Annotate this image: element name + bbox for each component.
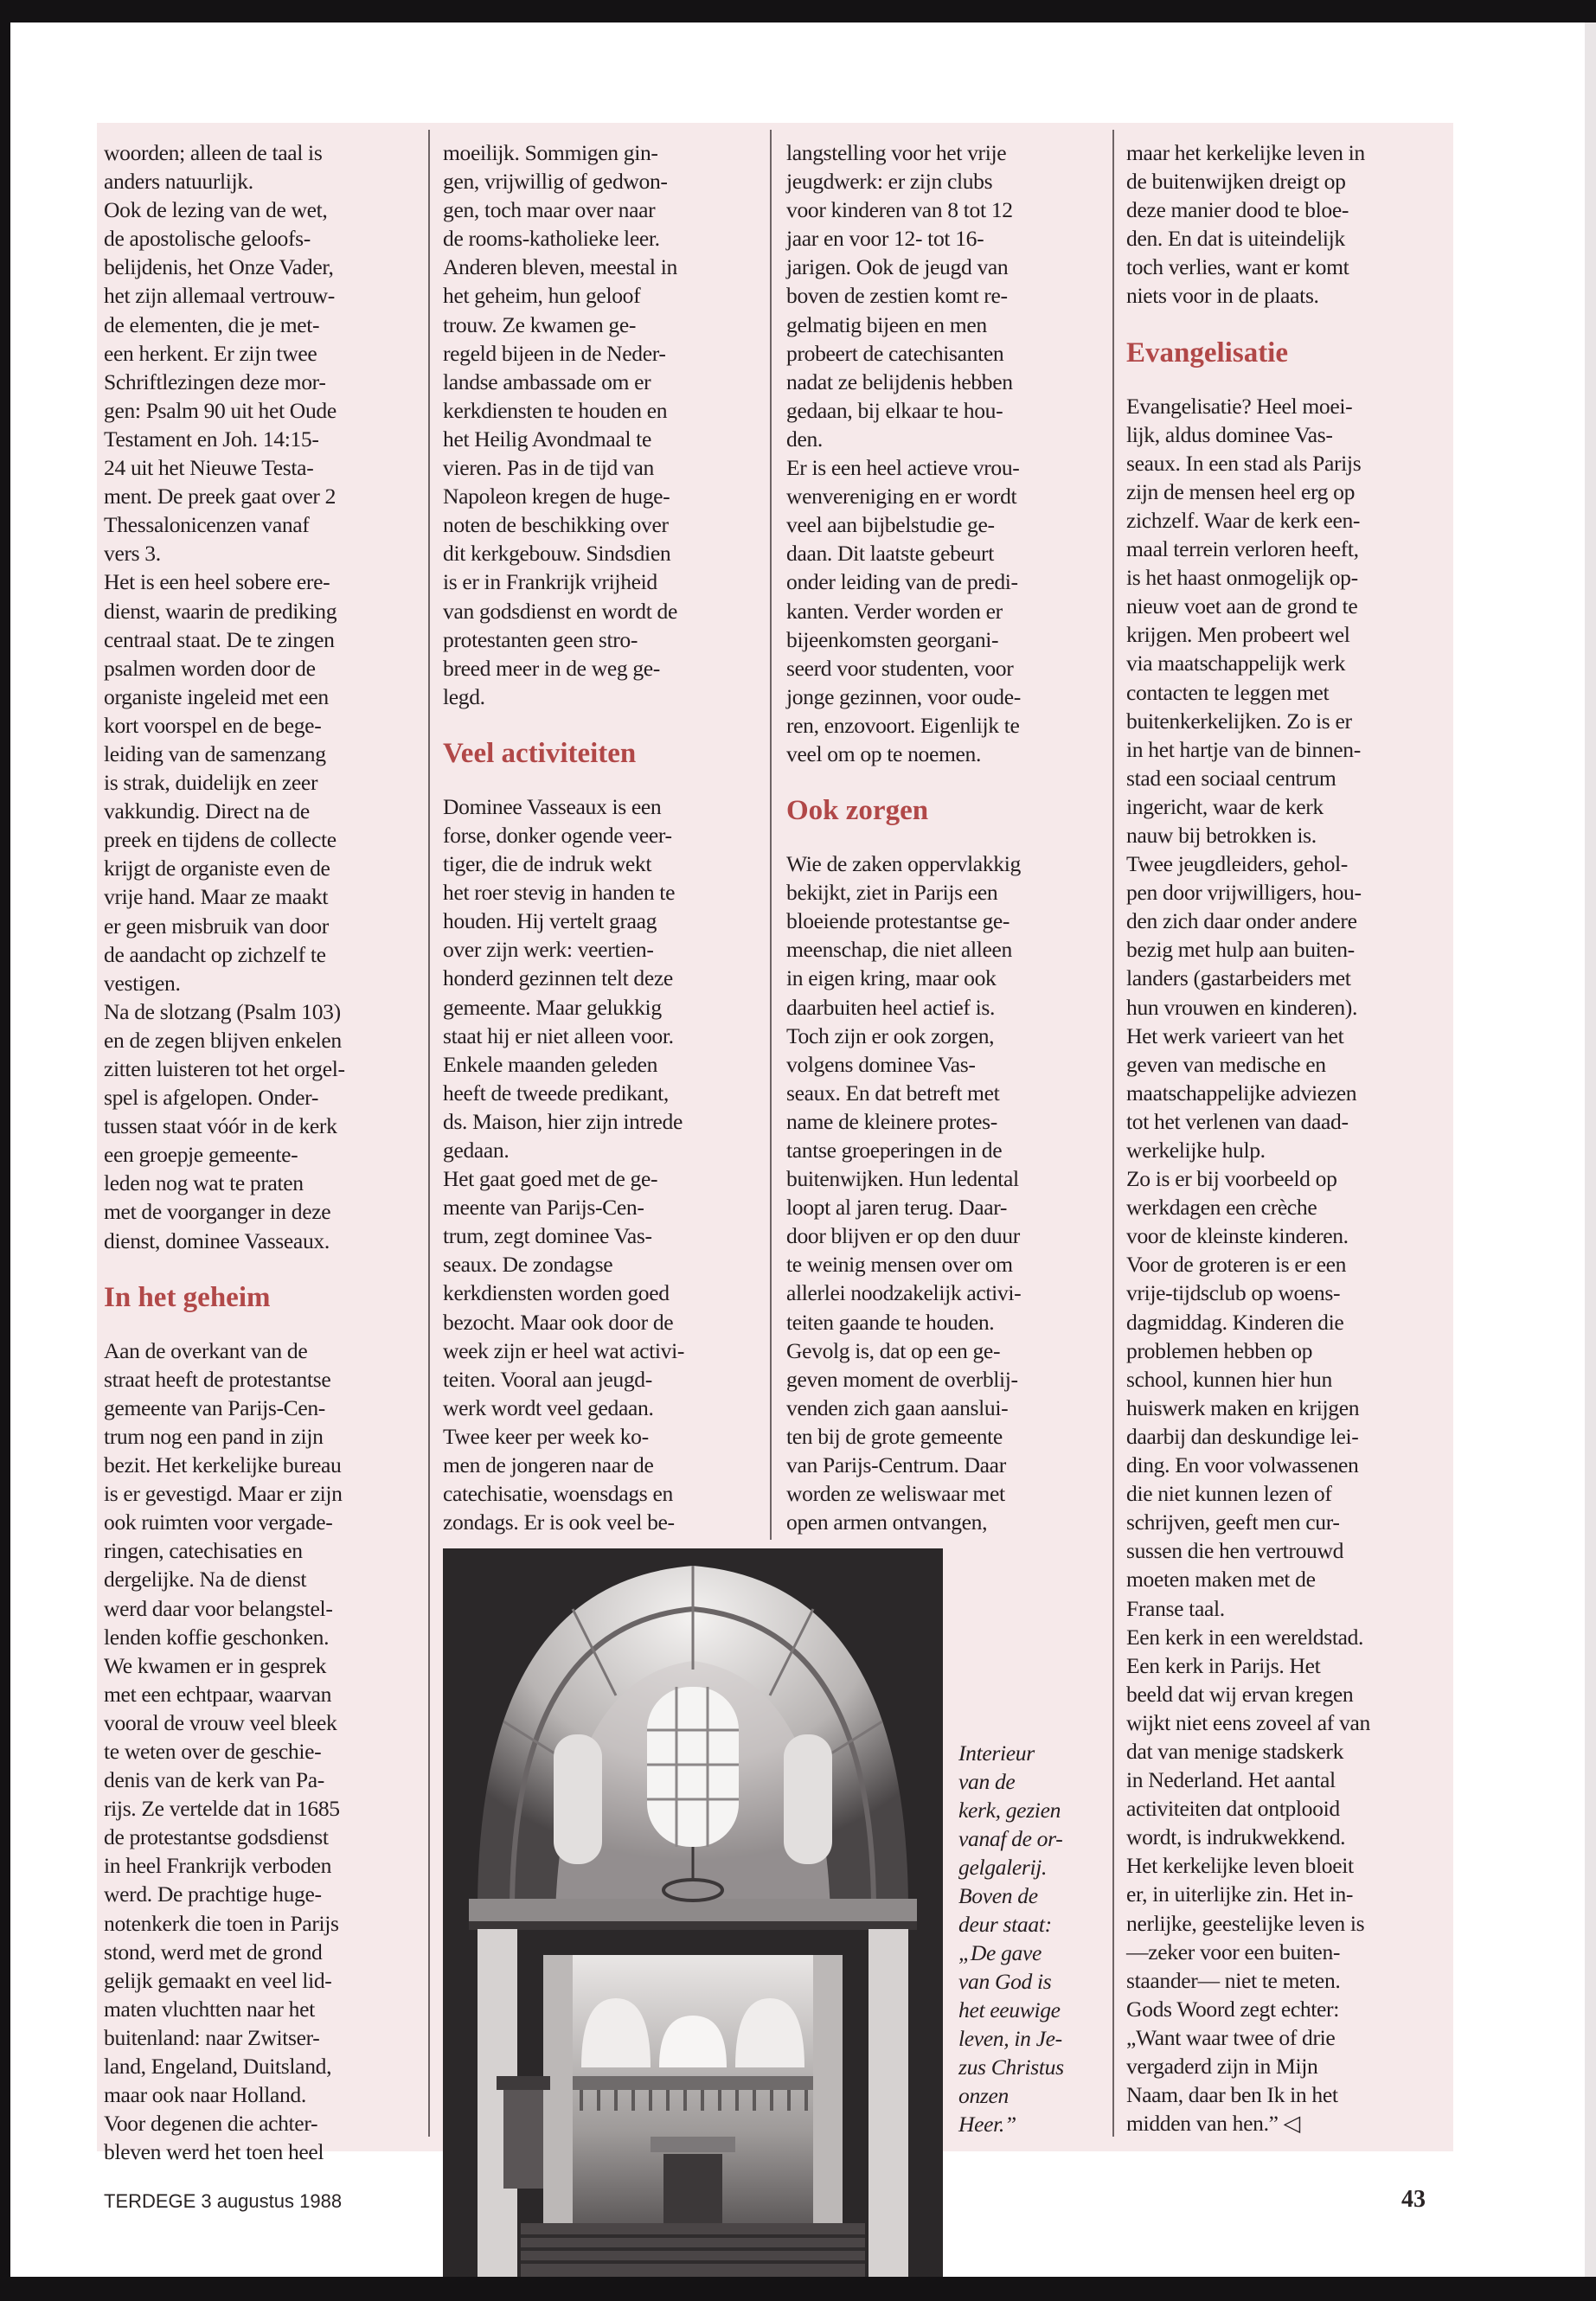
publication-date: 3 augustus 1988: [201, 2190, 343, 2212]
column-2-text-a: moeilijk. Sommigen gin- gen, vrijwillig of gedwon- gen, toch maar over naar de rooms-katholieke leer. Anderen bleven, meestal in het geheim, hun geloof trouw. Ze kwamen ge- regeld bijeen in de Neder- landse ambassade om er kerkdiensten te houden en het Heilig Avondmaal te vieren. Pas in de tijd van Napoleon kregen de huge- noten de beschikking over dit kerkgebouw. Sindsdien is er in Frankrijk vrijheid van godsdienst en wordt de protestanten geen stro- breed meer in de weg ge- legd.: [443, 140, 677, 709]
article-column-4: [1126, 138, 1425, 2138]
page-edge-shadow: [1585, 22, 1596, 2277]
photo-caption: Interieur van de kerk, gezien vanaf de or- gelgalerij. Boven de deur staat: „De gave van God is het eeuwige leven, in Je- zus Christus onzen Heer.”: [958, 1740, 1064, 2137]
column-3-text-a: langstelling voor het vrije jeugdwerk: er zijn clubs voor kinderen van 8 tot 12 jaar en voor 12- tot 16- jarigen. Ook de jeugd van boven de zestien komt re- gelmatig bijeen en men probeert de catechisanten nadat ze belijdenis hebben gedaan, bij elkaar te hou- den. Er is een heel actieve vrou- wenvereniging en er wordt veel aan bijbelstudie ge- daan. Dit laatste gebeurt onder leiding van de predi- kanten. Verder worden er bijeenkomsten georgani- seerd voor studenten, voor jonge gezinnen, voor oude- ren, enzovoort. Eigenlijk te veel om op te noemen.: [786, 140, 1021, 766]
article-column-1: [104, 138, 402, 2166]
subheading-in-het-geheim: In het geheim: [104, 1281, 271, 1313]
page-number: 43: [1401, 2186, 1426, 2213]
column-2-text-b: Dominee Vasseaux is een forse, donker ogende veer- tiger, die de indruk wekt het roer stevig in handen te houden. Hij vertelt graag over zijn werk: veertien- honderd gezinnen telt deze gemeente. Maar gelukkig staat hij er niet alleen voor. Enkele maanden geleden heeft de tweede predikant, ds. Maison, hier zijn intrede gedaan. Het gaat goed met de ge- meente van Parijs-Cen- trum, zegt dominee Vas- seaux. De zondagse kerkdiensten worden goed bezocht. Maar ook door de week zijn er heel wat activi- teiten. Vooral aan jeugd- werk wordt veel gedaan. Twee keer per week ko- men de jongeren naar de catechisatie, woensdags en zondags. Er is ook veel be-: [443, 793, 685, 1535]
scan-border-top: [0, 0, 1596, 22]
scan-border-left: [0, 0, 10, 2301]
subheading-ook-zorgen: Ook zorgen: [786, 795, 929, 827]
publication-name: TERDEGE: [104, 2190, 196, 2212]
scan-border-bottom: [0, 2277, 1596, 2301]
column-rule-2: [770, 130, 772, 1540]
column-4-text-b: Evangelisatie? Heel moei- lijk, aldus dominee Vas- seaux. In een stad als Parijs zijn de mensen heel erg op zichzelf. Waar de kerk een- maal terrein verloren heeft, is het haast onmogelijk op- nieuw voet aan de grond te krijgen. Men probeert wel via maatschappelijk werk contacten te leggen met buitenkerkelijken. Zo is er in het hartje van de binnen- stad een sociaal centrum ingericht, waar de kerk nauw bij betrokken is. Twee jeugdleiders, gehol- pen door vrijwilligers, hou- den zich daar onder andere bezig met hulp aan buiten- landers (gastarbeiders met hun vrouwen en kinderen). Het werk varieert van het geven van medische en maatschappelijke adviezen tot het verlenen van daad- werkelijke hulp. Zo is er bij voorbeeld op werkdagen een crèche voor de kleinste kinderen. Voor de groteren is er een vrije-tijdsclub op woens- dagmiddag. Kinderen die problemen hebben op school, kunnen hier hun huiswerk maken en krijgen daarbij dan deskundige lei- ding. En voor volwassenen die niet kunnen lezen of schrijven, geeft men cur- sussen die hen vertrouwd moeten maken met de Franse taal. Een kerk in een wereldstad. Een kerk in Parijs. Het beeld dat wij ervan kregen wijkt niet eens zoveel af van dat van menige stadskerk in Nederland. Het aantal activiteiten dat ontplooid wordt, is indrukwekkend. Het kerkelijke leven bloeit er, in uiterlijke zin. Het in- nerlijke, geestelijke leven is —zeker voor een buiten- staander— niet te meten. Gods Woord zegt echter: „Want waar twee of drie vergaderd zijn in Mijn Naam, daar ben Ik in het midden van hen.” ◁: [1126, 393, 1370, 2137]
article-column-2: [443, 138, 741, 1536]
column-3-text-b: Wie de zaken oppervlakkig bekijkt, ziet in Parijs een bloeiende protestantse ge- meenschap, die niet alleen in eigen kring, maar ook daarbuiten heel actief is. Toch zijn er ook zorgen, volgens dominee Vas- seaux. En dat betreft met name de kleinere protes- tantse groeperingen in de buitenwijken. Hun ledental loopt al jaren terug. Daar- door blijven er op den duur te weinig mensen over om allerlei noodzakelijk activi- teiten gaande te houden. Gevolg is, dat op een ge- geven moment de overblij- venden zich gaan aanslui- ten bij de grote gemeente van Parijs-Centrum. Daar worden ze weliswaar met open armen ontvangen,: [786, 851, 1022, 1535]
column-1-text-b: Aan de overkant van de straat heeft de protestantse gemeente van Parijs-Cen- trum nog een pand in zijn bezit. Het kerkelijke bureau is er gevestigd. Maar er zijn ook ruimten voor vergade- ringen, catechisaties en dergelijke. Na de dienst werd daar voor belangstel- lenden koffie geschonken. We kwamen er in gesprek met een echtpaar, waarvan vooral de vrouw veel bleek te weten over de geschie- denis van de kerk van Pa- rijs. Ze vertelde dat in 1685 de protestantse godsdienst in heel Frankrijk verboden werd. De prachtige huge- notenkerk die toen in Parijs stond, werd met de grond gelijk gemaakt en veel lid- maten vluchtten naar het buitenland: naar Zwitser- land, Engeland, Duitsland, maar ook naar Holland. Voor degenen die achter- bleven werd het toen heel: [104, 1337, 343, 2165]
column-rule-1: [428, 130, 430, 2137]
article-column-3: [786, 138, 1085, 1536]
footer-publication: [104, 2190, 342, 2213]
subheading-veel-activiteiten: Veel activiteiten: [443, 737, 637, 769]
column-1-text-a: woorden; alleen de taal is anders natuurlijk. Ook de lezing van de wet, de apostolische geloofs- belijdenis, het Onze Vader, het zijn allemaal vertrouw- de elementen, die je met- een herkent. Er zijn twee Schriftlezingen deze mor- gen: Psalm 90 uit het Oude Testament en Joh. 14:15- 24 uit het Nieuwe Testa- ment. De preek gaat over 2 Thessalonicenzen vanaf vers 3. Het is een heel sobere ere- dienst, waarin de prediking centraal staat. De te zingen psalmen worden door de organiste ingeleid met een kort voorspel en de bege- leiding van de samenzang is strak, duidelijk en zeer vakkundig. Direct na de preek en tijdens de collecte krijgt de organiste even de vrije hand. Maar ze maakt er geen misbruik van door de aandacht op zichzelf te vestigen. Na de slotzang (Psalm 103) en de zegen blijven enkelen zitten luisteren tot het orgel- spel is afgelopen. Onder- tussen staat vóór in de kerk een groepje gemeente- leden nog wat te praten met de voorganger in deze dienst, dominee Vasseaux.: [104, 140, 345, 1253]
subheading-evangelisatie: Evangelisatie: [1126, 336, 1288, 369]
column-4-text-a: maar het kerkelijke leven in de buitenwijken dreigt op deze manier dood te bloe- den. En dat is uiteindelijk toch verlies, want er komt niets voor in de plaats.: [1126, 140, 1365, 309]
church-interior-photo: [443, 1548, 943, 2277]
